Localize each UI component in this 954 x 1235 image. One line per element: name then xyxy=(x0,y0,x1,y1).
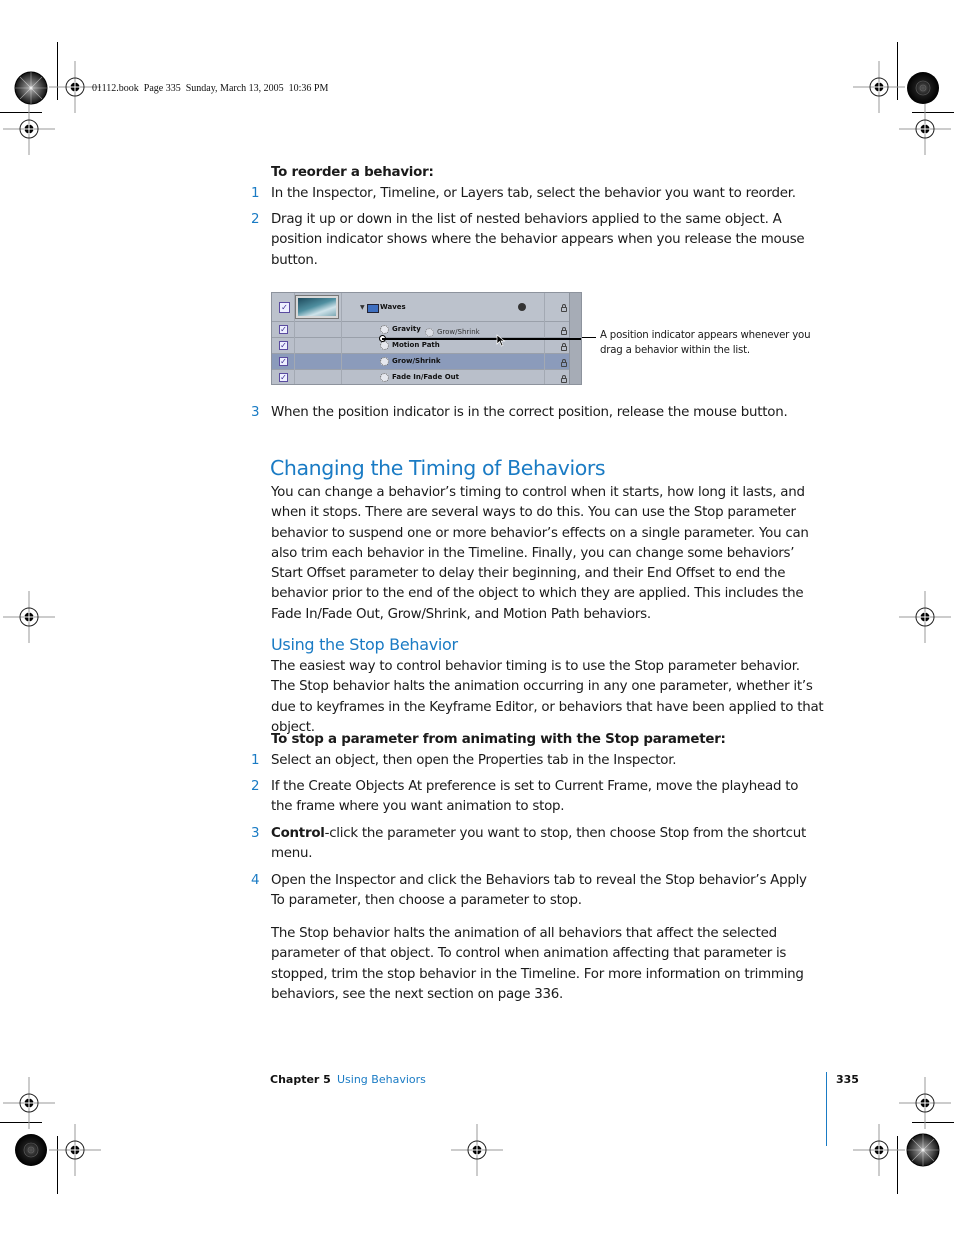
section-heading: Changing the Timing of Behaviors xyxy=(270,456,606,480)
step-text: When the position indicator is in the correct position, release the mouse button. xyxy=(271,405,788,420)
dragged-behavior-name: Grow/Shrink xyxy=(437,328,480,336)
body-paragraph: The easiest way to control behavior timing is to use the Stop parameter behavior. The Stop behavior halts the animation occurring in any one parameter, whether it’s due to keyframes in the Keyframe Editor, or behaviors that have been applied to that object. xyxy=(271,659,824,735)
step-number: 1 xyxy=(251,753,260,768)
disclosure-triangle-icon: ▼ xyxy=(360,304,365,311)
group-icon xyxy=(367,304,379,313)
lock-icon xyxy=(561,330,567,335)
lock-icon xyxy=(561,346,567,351)
step-number: 3 xyxy=(251,826,260,841)
position-indicator-line xyxy=(382,338,582,340)
behavior-gear-icon xyxy=(380,357,389,366)
layer-row xyxy=(272,293,572,321)
registration-mark-icon xyxy=(899,591,951,643)
step-text: Select an object, then open the Properties tab in the Inspector. xyxy=(271,753,677,768)
footer-chapter-label: Chapter 5 xyxy=(270,1073,331,1086)
behavior-name: Gravity xyxy=(392,325,421,333)
behavior-name: Grow/Shrink xyxy=(392,357,441,365)
behavior-gear-icon xyxy=(380,373,389,382)
step-number: 3 xyxy=(251,405,260,420)
behavior-row xyxy=(272,369,572,385)
lock-icon xyxy=(561,362,567,367)
figure-callout: A position indicator appears whenever you drag a behavior within the list. xyxy=(600,330,811,356)
task-heading: To stop a parameter from animating with the Stop parameter: xyxy=(271,732,726,747)
subsection-heading: Using the Stop Behavior xyxy=(271,635,458,654)
print-slug: 01112.book Page 335 Sunday, March 13, 2005 10:36 PM xyxy=(92,83,329,94)
step-text: In the Inspector, Timeline, or Layers tab, select the behavior you want to reorder. xyxy=(271,186,796,201)
lock-icon xyxy=(561,378,567,383)
checkbox-icon: ✓ xyxy=(280,325,287,334)
step-text: Drag it up or down in the list of nested behaviors applied to the same object. A position indicator shows where the behavior appears when you release the mouse button. xyxy=(271,212,805,268)
behavior-name: Motion Path xyxy=(392,341,440,349)
gear-icon xyxy=(518,303,526,311)
behavior-name: Fade In/Fade Out xyxy=(392,373,460,381)
step-text: Open the Inspector and click the Behaviors tab to reveal the Stop behavior’s Apply To parameter, then choose a parameter to stop. xyxy=(271,873,807,909)
registration-mark-icon xyxy=(899,103,951,155)
step-number: 4 xyxy=(251,873,260,888)
step-text: If the Create Objects At preference is set to Current Frame, move the playhead to the frame where you want animation to stop. xyxy=(271,779,799,815)
body-paragraph: The Stop behavior halts the animation of all behaviors that affect the selected parameter of that object. To control when animation affecting that parameter is stopped, trim the stop behavior in the Timeline. For more information on trimming behaviors, see the next section on page 336. xyxy=(271,926,804,1002)
behavior-row-selected xyxy=(272,353,572,370)
behavior-gear-icon xyxy=(380,325,389,334)
callout-leader-line xyxy=(582,337,596,338)
checkbox-icon: ✓ xyxy=(280,357,287,366)
registration-mark-icon xyxy=(3,103,55,155)
registration-mark-icon xyxy=(3,1077,55,1129)
registration-mark-icon xyxy=(853,1124,905,1176)
checkbox-icon: ✓ xyxy=(280,341,287,350)
footer-divider xyxy=(826,1072,827,1146)
behaviors-list-screenshot xyxy=(271,292,582,385)
page-number: 335 xyxy=(836,1073,859,1086)
mouse-pointer-icon xyxy=(496,334,506,347)
step-number: 1 xyxy=(251,186,260,201)
checkbox-icon: ✓ xyxy=(279,302,290,313)
registration-mark-icon xyxy=(49,1124,101,1176)
step-text: -click the parameter you want to stop, then choose Stop from the shortcut menu. xyxy=(271,826,806,862)
column-divider xyxy=(341,293,342,384)
behavior-gear-icon xyxy=(380,341,389,350)
lock-icon xyxy=(561,307,567,312)
task-heading: To reorder a behavior: xyxy=(271,165,434,180)
registration-mark-icon xyxy=(853,61,905,113)
registration-mark-icon xyxy=(899,1077,951,1129)
step-number: 2 xyxy=(251,212,260,227)
layer-name: Waves xyxy=(380,303,406,311)
step-number: 2 xyxy=(251,779,260,794)
column-divider xyxy=(294,293,295,384)
registration-mark-icon xyxy=(451,1124,503,1176)
key-name: Control xyxy=(271,826,325,841)
layer-thumbnail xyxy=(296,296,338,318)
registration-mark-icon xyxy=(3,591,55,643)
dragged-gear-icon xyxy=(425,328,434,337)
checkbox-icon: ✓ xyxy=(280,373,287,382)
behavior-row xyxy=(272,321,572,338)
body-paragraph: You can change a behavior’s timing to control when it starts, how long it lasts, and when it stops. There are several ways to do this. You can use the Stop parameter behavior to suspend one or more behavior’s effects on a single parameter. You can also trim each behavior in the Timeline. Finally, you can change some behaviors’ Start Offset parameter to delay their beginning, and their End Offset to end the behavior prior to the end of the object to which they are applied. This includes the Fade In/Fade Out, Grow/Shrink, and Motion Path behaviors. xyxy=(271,485,809,622)
footer-chapter-title: Using Behaviors xyxy=(337,1073,426,1086)
